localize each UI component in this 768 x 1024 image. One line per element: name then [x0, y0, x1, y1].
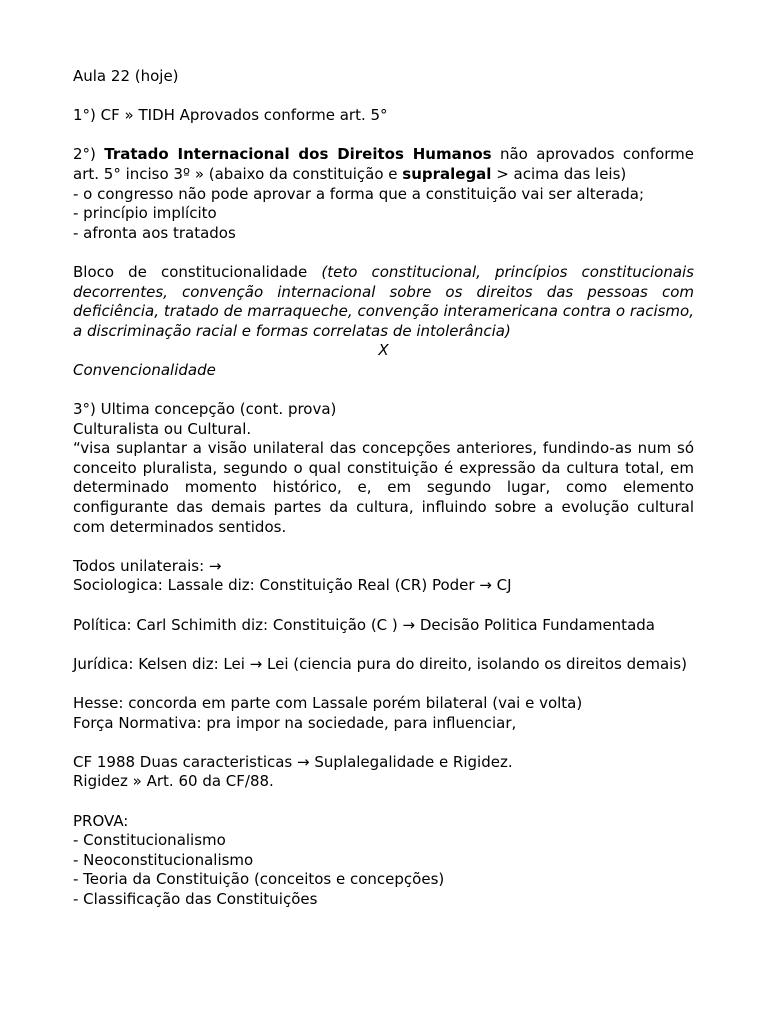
item-2-mid: não aprovados conforme art. 5° inciso 3º » (abaixo da constituição e — [73, 145, 694, 183]
item-3-quote: “visa suplantar a visão unilateral das concepções anteriores, fundindo-as num só conceito pluralista, segundo o qual constituição é expressão da cultura total, em determinado momento histórico, e, em segundo lugar, como elemento configurante das demais partes da cultura, influindo sobre a evolução cultural com determinados sentidos. — [73, 439, 694, 536]
item-3-line1: 3°) Ultima concepção (cont. prova) — [73, 400, 337, 419]
rigidez: Rigidez » Art. 60 da CF/88. — [73, 772, 274, 791]
prova-heading: PROVA: — [73, 811, 129, 830]
item-2-bold-supralegal: supralegal — [402, 164, 492, 183]
forca-normativa: Força Normativa: pra impor na sociedade, para influenciar, — [73, 713, 517, 732]
document-page — [73, 67, 694, 910]
bloco-italic: (teto constitucional, princípios constitucionais decorrentes, convenção internacional sobre os direitos das pessoas com deficiência, tratado de marraqueche, convenção interamericana contra o racismo, a discriminação racial e formas correlatas de intolerância) — [73, 262, 694, 340]
prova-item: - Teoria da Constituição (conceitos e concepções) — [73, 870, 445, 889]
item-1: 1°) CF » TIDH Aprovados conforme art. 5° — [73, 106, 388, 125]
item-2-prefix: 2°) — [73, 145, 105, 164]
prova-item: - Neoconstitucionalismo — [73, 850, 254, 869]
bullet-item: - princípio implícito — [73, 204, 217, 223]
prova-item: - Constitucionalismo — [73, 831, 226, 850]
bloco-lead: Bloco de constitucionalidade — [73, 262, 322, 281]
cf-1988: CF 1988 Duas caracteristicas → Suplalegalidade e Rigidez. — [73, 752, 513, 771]
versus-x: X — [378, 341, 389, 360]
prova-item: - Classificação das Constituições — [73, 889, 318, 908]
hesse: Hesse: concorda em parte com Lassale porém bilateral (vai e volta) — [73, 694, 583, 712]
convencionalidade: Convencionalidade — [73, 360, 216, 379]
bullet-item: - afronta aos tratados — [73, 223, 236, 242]
item-3-line2: Culturalista ou Cultural. — [73, 419, 252, 438]
politica: Política: Carl Schimith diz: Constituição (C ) → Decisão Politica Fundamentada — [73, 615, 655, 634]
bloco-paragraph — [73, 263, 694, 341]
doc-title: Aula 22 (hoje) — [73, 67, 179, 85]
sociologica: Sociologica: Lassale diz: Constituição Real (CR) Poder → CJ — [73, 576, 512, 595]
bullet-item: - o congresso não pode aprovar a forma que a constituição vai ser alterada; — [73, 184, 645, 203]
todos-unilaterais: Todos unilaterais: → — [73, 556, 222, 575]
item-2 — [73, 145, 694, 184]
juridica: Jurídica: Kelsen diz: Lei → Lei (ciencia pura do direito, isolando os direitos demais) — [73, 654, 687, 673]
item-2-bold-title: Tratado Internacional dos Direitos Humanos — [104, 145, 492, 164]
item-2-suffix: > acima das leis) — [491, 164, 627, 183]
